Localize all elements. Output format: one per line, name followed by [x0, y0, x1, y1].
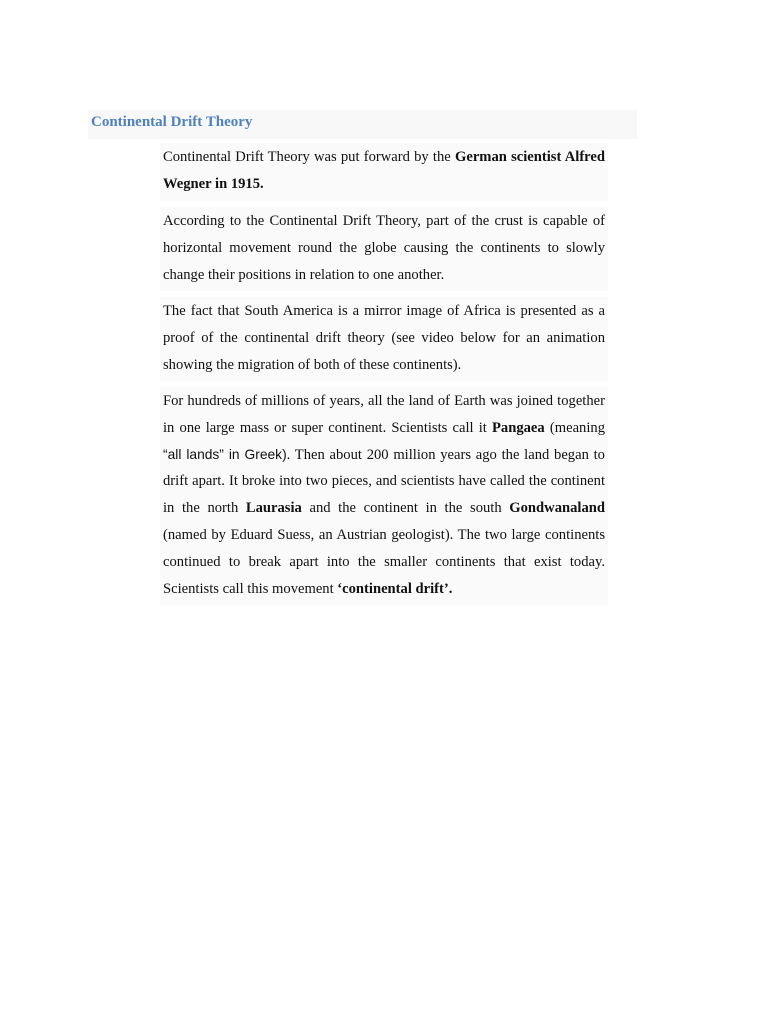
paragraph-block-2: [160, 207, 608, 291]
paragraph-block-3: [160, 297, 608, 381]
term-pangaea: Pangaea: [492, 419, 545, 436]
term-laurasia: Laurasia: [245, 500, 302, 517]
paragraph-4-text-e: (named by Eduard Suess, an Austrian geologist). The two large continents continued to break apart into the smaller continents that exist today. Scientists call this movement: [163, 526, 605, 597]
paragraph-4-text-d: and the continent in the south: [301, 500, 510, 517]
paragraph-4: [163, 387, 605, 602]
paragraph-block-1: [160, 143, 608, 201]
paragraph-3: The fact that South America is a mirror image of Africa is presented as a proof of the continental drift theory (see video below for an animation showing the migration of both of these continents).: [163, 303, 605, 373]
paragraph-block-4: [160, 387, 608, 605]
paragraph-1-bold: German scientist Alfred Wegner in 1915.: [163, 149, 605, 192]
paragraph-1-text: Continental Drift Theory was put forward by the: [163, 149, 455, 165]
document-heading: Continental Drift Theory: [91, 114, 253, 130]
term-continental-drift: ‘continental drift’.: [337, 580, 453, 597]
paragraph-4-text-c: . Then about 200 million years ago the land began to drift apart. It broke into two pieces, and scientists have called the continent in the north: [163, 446, 605, 517]
paragraph-2: According to the Continental Drift Theory, part of the crust is capable of horizontal movement round the globe causing the continents to slowly change their positions in relation to one another.: [163, 213, 605, 283]
paragraph-1: [163, 143, 605, 198]
paragraph-4-text-b: (meaning: [544, 419, 605, 436]
paragraph-4-greek-meaning: “all lands” in Greek): [163, 446, 287, 462]
paragraph-4-text-a: For hundreds of millions of years, all the land of Earth was joined together in one large mass or super continent. Scientists call it: [163, 393, 605, 436]
term-gondwanaland: Gondwanaland: [509, 500, 605, 517]
